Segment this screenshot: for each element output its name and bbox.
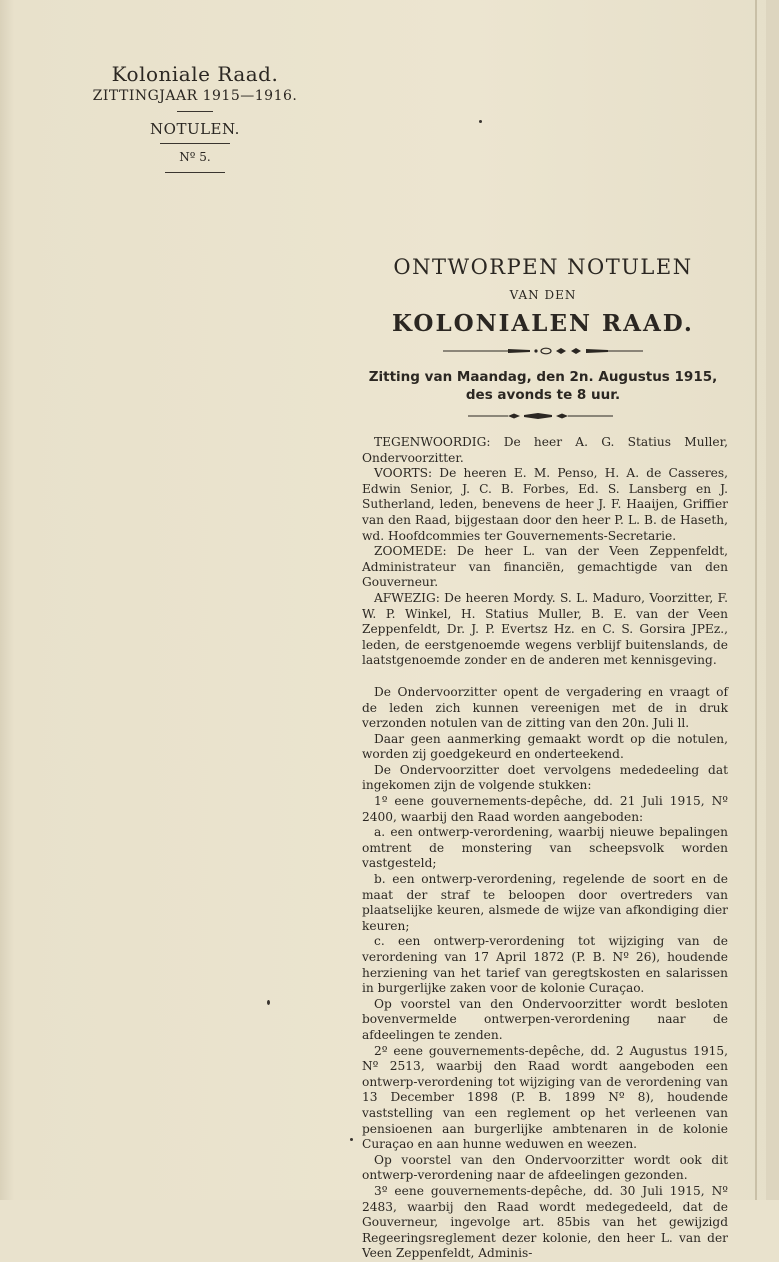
paragraph-item-1a: a. een ontwerp-verordening, waarbij nieuwe bepalingen omtrent de monstering van scheepsvolk worden vastgesteld; [362,825,728,871]
page-edge [766,0,779,1200]
masthead-section: NOTULEN. [150,120,240,138]
heading-line-2: VAN DEN [509,288,577,302]
paragraph-attendees: TEGENWOORDIG: De heer A. G. Statius Muller, Ondervoorzitter. [362,435,728,465]
session-subtitle [358,368,728,404]
paragraph-decision-2: Op voorstel van den Ondervoorzitter wordt ook dit ontwerp-verordening naar de afdeelingen gezonden. [362,1152,728,1183]
subtitle-line-1: Zitting van Maandag, den 2n. Augustus 1915, [368,369,718,385]
masthead-rule-2 [160,143,230,144]
masthead-number: Nº 5. [179,150,211,164]
ornament-divider-bottom [358,410,728,422]
paragraph-decision-1: Op voorstel van den Ondervoorzitter wordt besloten bovenvermelde ontwerpen-verordening naar de afdeelingen te zenden. [362,996,728,1042]
paragraph-opening: De Ondervoorzitter opent de vergadering en vraagt of de leden zich kunnen vereenigen met de in druk verzonden notulen van de zitting van den 20n. Juli ll. [362,684,728,731]
heading-line-3: KOLONIALEN RAAD. [392,310,694,337]
masthead-session-year: ZITTINGJAAR 1915—1916. [92,88,298,104]
paper-speck [479,120,482,123]
paragraph-item-1c: c. een ontwerp-verordening tot wijziging van de verordening van 17 April 1872 (P. B. Nº 26), houdende herziening van het tarief van geregtskosten en salarissen in burgerlijke zaken voor de kolonie Curaçao. [362,934,728,996]
page-fold [755,0,757,1200]
paper-speck [350,1138,353,1141]
paragraph-members: VOORTS: De heeren E. M. Penso, H. A. de Casseres, Edwin Senior, J. C. B. Forbes, Ed. S. Lansberg en J. Sutherland, leden, benevens de heer J. F. Haaijen, Griffier van den Raad, bijgestaan door den heer P. L. B. de Haseth, wd. Hoofdcommies ter Gouvernements-Secretarie. [362,466,728,543]
ornament-divider-top [358,345,728,357]
paragraph-item-3: 3º eene gouvernements-depêche, dd. 30 Juli 1915, Nº 2483, waarbij den Raad wordt medegedeeld, dat de Gouverneur, ingevolge art. 85bis van het gewijzigd Regeeringsreglement dezer kolonie, den heer L. van der Veen Zeppenfeldt, Adminis- [362,1183,728,1261]
heading-line-1: ONTWORPEN NOTULEN [393,255,693,279]
subtitle-line-2: des avonds te 8 uur. [465,387,621,403]
paper-speck [267,1000,270,1005]
masthead-rule-3 [165,172,225,173]
masthead-rule [177,111,213,112]
paragraph-incoming: De Ondervoorzitter doet vervolgens mededeeling dat ingekomen zijn de volgende stukken: [362,762,728,793]
minutes-body [362,435,728,1262]
masthead [80,60,310,173]
paragraph-item-2: 2º eene gouvernements-depêche, dd. 2 Augustus 1915, Nº 2513, waarbij den Raad wordt aangeboden een ontwerp-verordening tot wijziging van de verordening van 13 December 1898 (P. B. 1899 Nº 8), houdende vaststelling van een reglement op het verleenen van pensioenen aan burgerlijke ambtenaren in de kolonie Curaçao en aan hunne weduwen en weezen. [362,1043,728,1152]
paragraph-absent: AFWEZIG: De heeren Mordy. S. L. Maduro, Voorzitter, F. W. P. Winkel, H. Statius Muller, B. E. van der Veen Zeppenfeldt, Dr. J. P. Evertsz Hz. en C. S. Gorsira JPEz., leden, de eerstgenoemde wegens verblijf buitenslands, de laatstgenoemde zonder en de anderen met kennisgeving. [362,590,728,668]
paragraph-item-1b: b. een ontwerp-verordening, regelende de soort en de maat der straf te beloopen door overtreders van plaatselijke keuren, alsmede de wijze van afkondiging dier keuren; [362,872,728,933]
masthead-title: Koloniale Raad. [111,62,279,86]
paragraph-item-1: 1º eene gouvernements-depêche, dd. 21 Juli 1915, Nº 2400, waarbij den Raad worden aangeboden: [362,794,728,824]
paragraph-also-present: ZOOMEDE: De heer L. van der Veen Zeppenfeldt, Administrateur van financiën, gemachtigde van den Gouverneur. [362,544,728,590]
paragraph-approval: Daar geen aanmerking gemaakt wordt op die notulen, worden zij goedgekeurd en onderteekend. [362,731,728,762]
